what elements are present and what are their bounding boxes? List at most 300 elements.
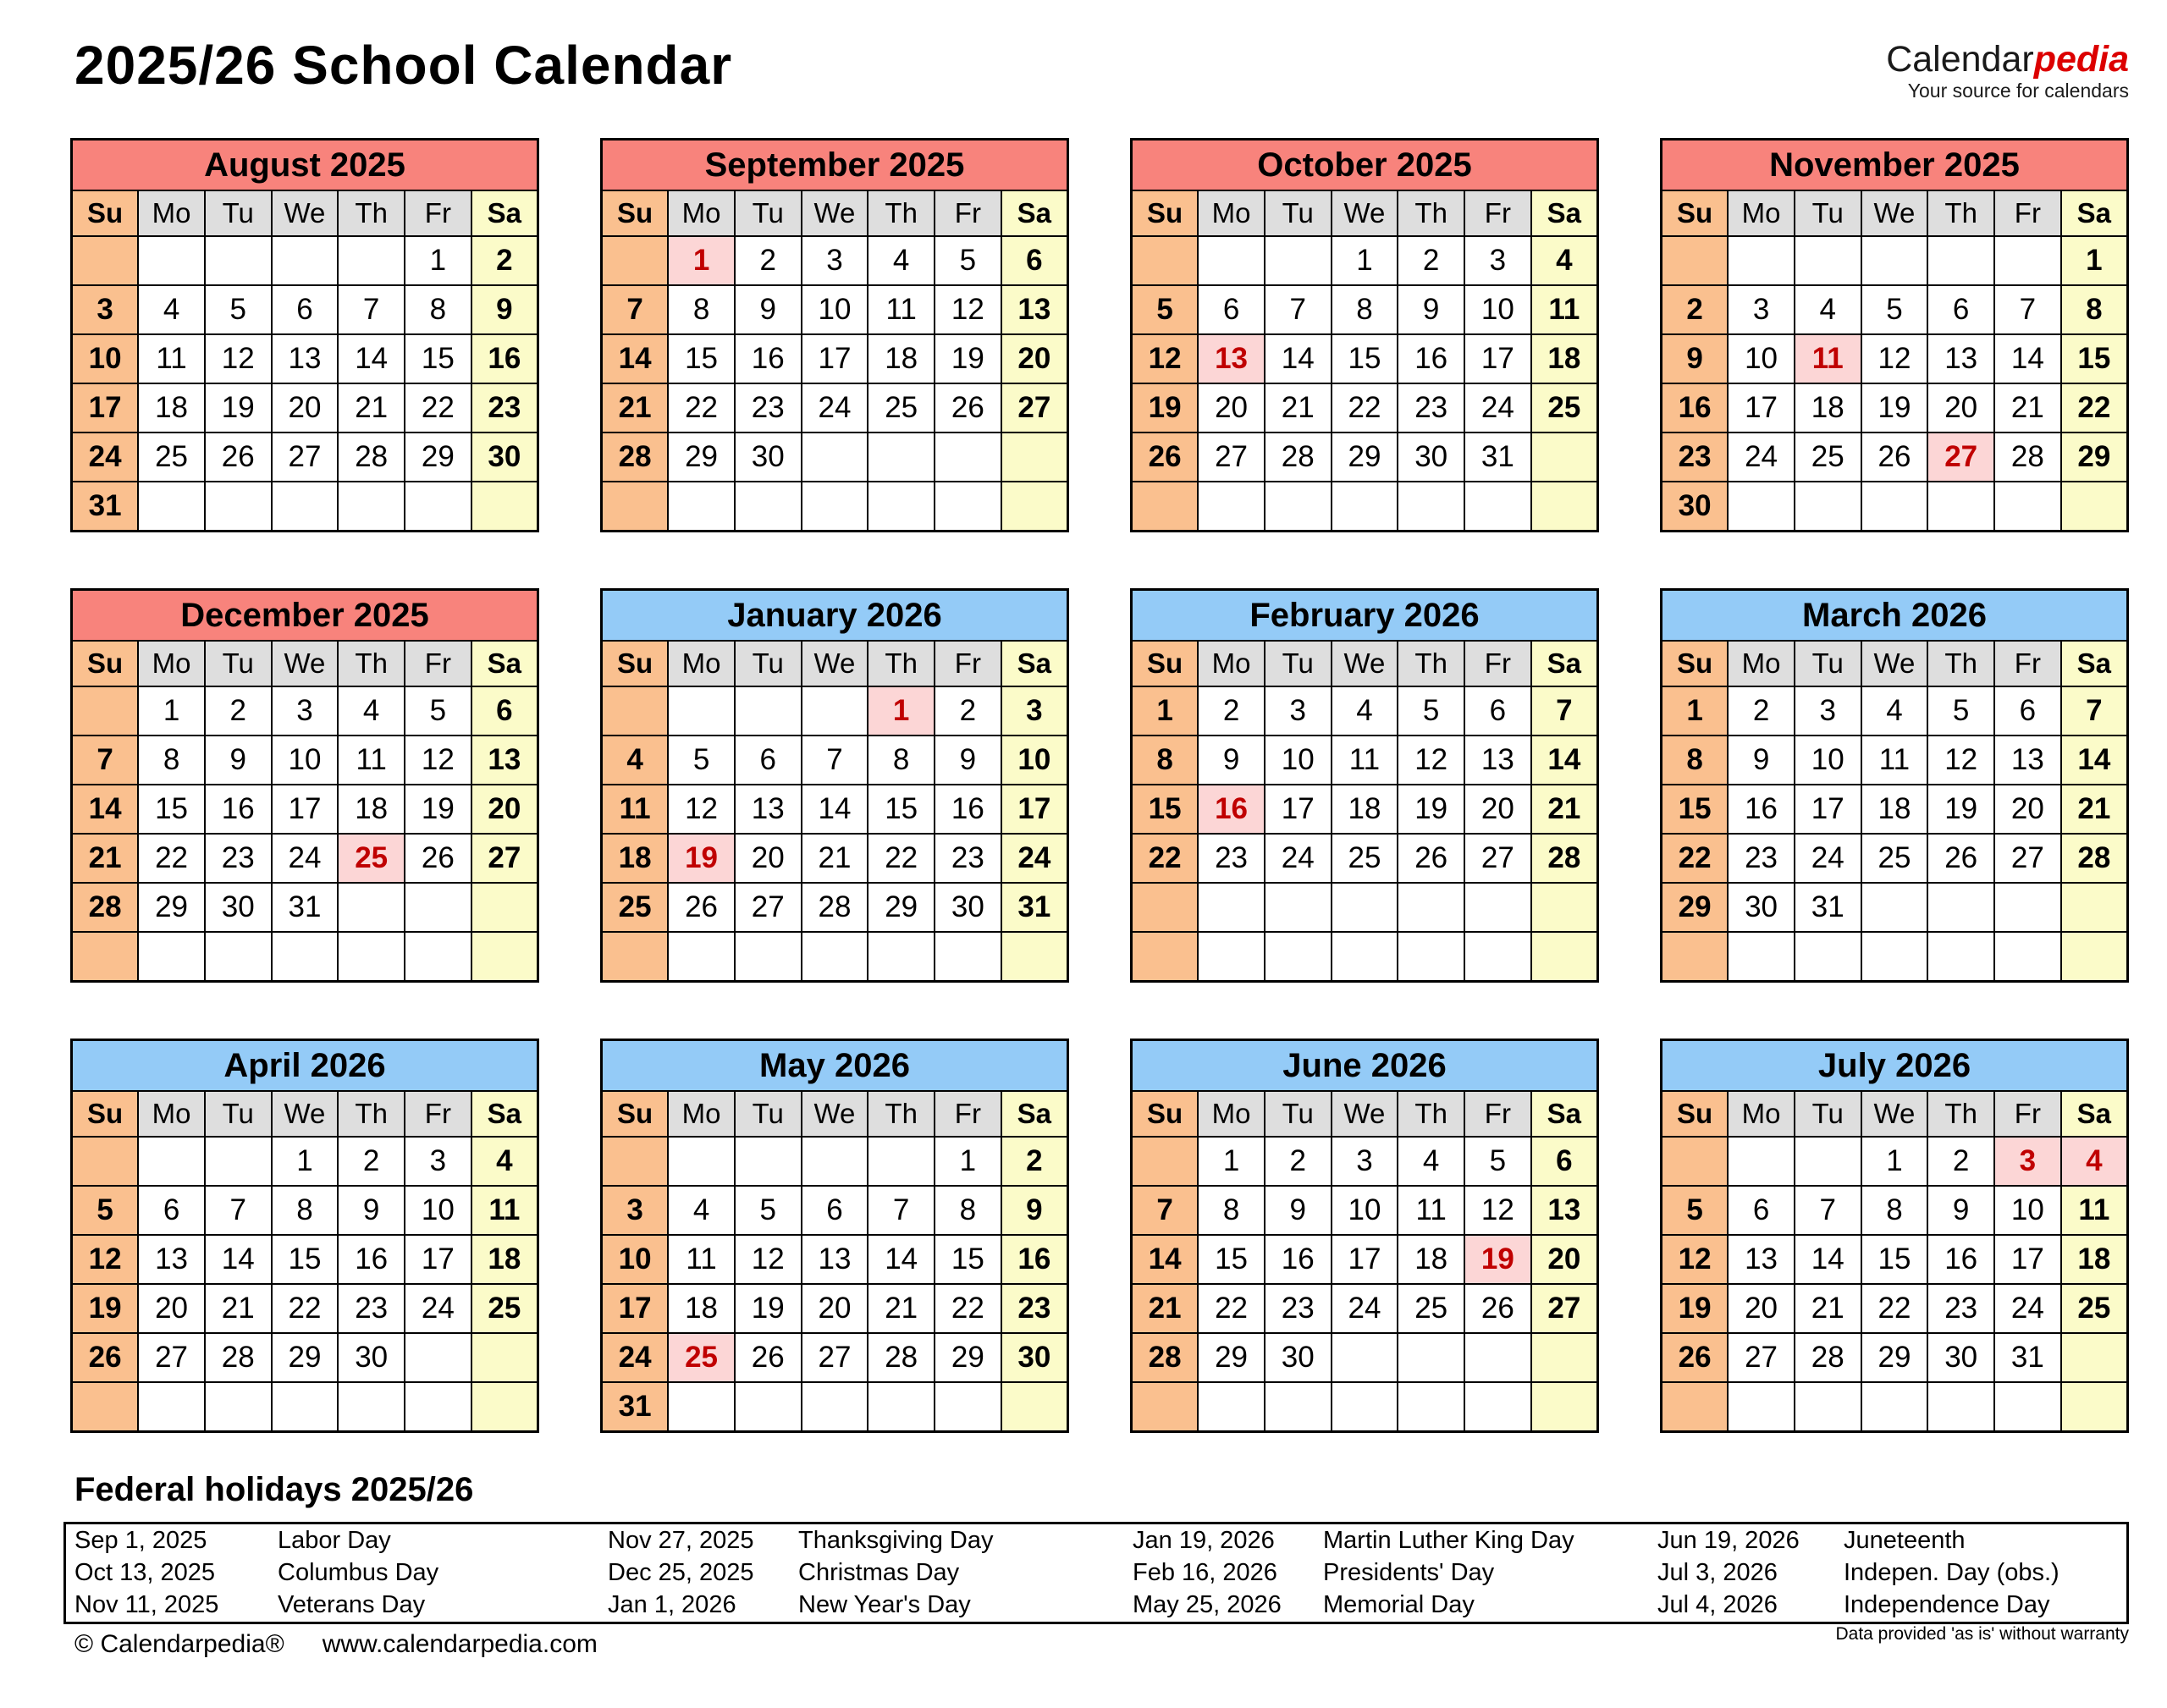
day-cell — [405, 883, 471, 932]
day-cell: 2 — [338, 1137, 405, 1186]
day-cell — [1927, 883, 1994, 932]
day-cell: 23 — [1001, 1284, 1068, 1333]
holiday-day-cell: 1 — [868, 686, 935, 736]
day-cell — [338, 883, 405, 932]
weekday-label-fr: Fr — [935, 1091, 1001, 1137]
day-cell — [1398, 883, 1464, 932]
weekday-label-sa: Sa — [471, 641, 538, 686]
day-cell: 30 — [935, 883, 1001, 932]
day-cell: 17 — [1464, 334, 1531, 383]
day-cell: 22 — [1132, 834, 1199, 883]
day-cell: 2 — [1728, 686, 1795, 736]
month-title: August 2025 — [72, 140, 538, 191]
day-cell: 18 — [1332, 785, 1398, 834]
weekday-label-tu: Tu — [205, 641, 272, 686]
day-cell: 12 — [735, 1235, 802, 1284]
day-cell: 5 — [668, 736, 735, 785]
day-cell: 5 — [735, 1186, 802, 1235]
day-cell: 2 — [1927, 1137, 1994, 1186]
day-cell: 24 — [405, 1284, 471, 1333]
day-cell — [1132, 482, 1199, 532]
holiday-name: Columbus Day — [278, 1558, 439, 1586]
day-cell — [272, 1382, 339, 1432]
day-cell: 15 — [272, 1235, 339, 1284]
holiday-name: Juneteenth — [1844, 1526, 1966, 1554]
day-cell: 30 — [1927, 1333, 1994, 1382]
holiday-name: Independence Day — [1844, 1590, 2050, 1618]
day-cell: 22 — [868, 834, 935, 883]
day-cell: 9 — [471, 285, 538, 334]
day-cell — [802, 482, 868, 532]
day-cell — [1001, 482, 1068, 532]
day-cell — [2061, 883, 2128, 932]
day-cell: 19 — [1132, 383, 1199, 433]
holiday-day-cell: 19 — [668, 834, 735, 883]
day-cell: 6 — [802, 1186, 868, 1235]
day-cell: 10 — [1994, 1186, 2061, 1235]
month-march-2026 — [1660, 588, 2129, 983]
day-cell — [1198, 1382, 1265, 1432]
day-cell: 7 — [2061, 686, 2128, 736]
day-cell: 22 — [1198, 1284, 1265, 1333]
day-cell: 13 — [272, 334, 339, 383]
day-cell: 30 — [338, 1333, 405, 1382]
day-cell — [868, 1382, 935, 1432]
day-cell: 19 — [72, 1284, 139, 1333]
weekday-label-fr: Fr — [1994, 1091, 2061, 1137]
day-cell: 14 — [1132, 1235, 1199, 1284]
day-cell — [138, 932, 205, 982]
day-cell: 14 — [1265, 334, 1332, 383]
day-cell: 27 — [1994, 834, 2061, 883]
day-cell: 26 — [1464, 1284, 1531, 1333]
month-title: October 2025 — [1132, 140, 1598, 191]
day-cell: 29 — [868, 883, 935, 932]
month-september-2025 — [600, 138, 1069, 532]
day-cell: 23 — [935, 834, 1001, 883]
day-cell: 23 — [338, 1284, 405, 1333]
weekday-label-su: Su — [1662, 1091, 1729, 1137]
weekday-label-tu: Tu — [1265, 1091, 1332, 1137]
day-cell — [1728, 236, 1795, 285]
calendarpedia-logo — [1886, 41, 2129, 101]
day-cell — [1265, 482, 1332, 532]
day-cell: 20 — [272, 383, 339, 433]
day-cell: 9 — [1728, 736, 1795, 785]
weekday-label-th: Th — [338, 190, 405, 236]
day-cell: 21 — [1531, 785, 1598, 834]
day-cell: 8 — [1332, 285, 1398, 334]
day-cell: 21 — [802, 834, 868, 883]
day-cell: 2 — [1265, 1137, 1332, 1186]
day-cell: 22 — [935, 1284, 1001, 1333]
day-cell: 25 — [1795, 433, 1861, 482]
weekday-label-fr: Fr — [935, 641, 1001, 686]
day-cell: 2 — [471, 236, 538, 285]
day-cell: 20 — [1198, 383, 1265, 433]
day-cell — [1265, 883, 1332, 932]
day-cell: 2 — [935, 686, 1001, 736]
day-cell: 25 — [868, 383, 935, 433]
day-cell: 8 — [2061, 285, 2128, 334]
day-cell: 21 — [1795, 1284, 1861, 1333]
day-cell: 14 — [72, 785, 139, 834]
day-cell: 15 — [1861, 1235, 1928, 1284]
day-cell: 19 — [935, 334, 1001, 383]
day-cell — [1265, 236, 1332, 285]
day-cell: 5 — [1398, 686, 1464, 736]
day-cell: 16 — [1927, 1235, 1994, 1284]
day-cell: 10 — [1728, 334, 1795, 383]
day-cell — [1198, 482, 1265, 532]
day-cell: 27 — [471, 834, 538, 883]
weekday-label-sa: Sa — [2061, 190, 2128, 236]
weekday-label-we: We — [1332, 190, 1398, 236]
day-cell: 25 — [2061, 1284, 2128, 1333]
federal-holidays-heading: Federal holidays 2025/26 — [74, 1471, 474, 1508]
day-cell: 13 — [735, 785, 802, 834]
day-cell — [602, 932, 669, 982]
page-title: 2025/26 School Calendar — [74, 35, 733, 96]
day-cell: 22 — [1861, 1284, 1928, 1333]
weekday-label-sa: Sa — [1001, 190, 1068, 236]
holiday-date: Nov 11, 2025 — [74, 1590, 219, 1618]
day-cell: 24 — [1001, 834, 1068, 883]
day-cell: 7 — [1994, 285, 2061, 334]
day-cell: 3 — [1728, 285, 1795, 334]
day-cell — [1398, 1333, 1464, 1382]
weekday-label-fr: Fr — [1464, 190, 1531, 236]
day-cell: 12 — [205, 334, 272, 383]
weekday-label-fr: Fr — [405, 1091, 471, 1137]
day-cell: 4 — [338, 686, 405, 736]
day-cell: 27 — [1531, 1284, 1598, 1333]
day-cell — [2061, 1333, 2128, 1382]
day-cell — [138, 482, 205, 532]
day-cell: 4 — [1795, 285, 1861, 334]
day-cell: 5 — [1861, 285, 1928, 334]
day-cell — [1927, 482, 1994, 532]
day-cell: 6 — [1198, 285, 1265, 334]
day-cell: 21 — [1132, 1284, 1199, 1333]
day-cell: 20 — [802, 1284, 868, 1333]
day-cell: 17 — [1795, 785, 1861, 834]
month-august-2025 — [70, 138, 539, 532]
day-cell — [602, 1137, 669, 1186]
day-cell: 16 — [735, 334, 802, 383]
day-cell: 22 — [1332, 383, 1398, 433]
weekday-label-tu: Tu — [1265, 641, 1332, 686]
day-cell — [1332, 883, 1398, 932]
day-cell: 17 — [1001, 785, 1068, 834]
day-cell: 12 — [72, 1235, 139, 1284]
day-cell — [1861, 1382, 1928, 1432]
day-cell: 25 — [1332, 834, 1398, 883]
weekday-label-we: We — [1861, 641, 1928, 686]
day-cell: 24 — [1332, 1284, 1398, 1333]
day-cell: 12 — [1662, 1235, 1729, 1284]
day-cell — [1927, 236, 1994, 285]
weekday-label-su: Su — [1132, 190, 1199, 236]
website-link[interactable]: www.calendarpedia.com — [322, 1630, 598, 1658]
day-cell — [1795, 482, 1861, 532]
day-cell: 26 — [1132, 433, 1199, 482]
day-cell — [1398, 482, 1464, 532]
day-cell: 22 — [272, 1284, 339, 1333]
day-cell: 3 — [405, 1137, 471, 1186]
day-cell — [1531, 932, 1598, 982]
day-cell: 8 — [1662, 736, 1729, 785]
day-cell: 5 — [72, 1186, 139, 1235]
day-cell: 7 — [1132, 1186, 1199, 1235]
day-cell — [2061, 482, 2128, 532]
weekday-label-sa: Sa — [1531, 1091, 1598, 1137]
holiday-date: Sep 1, 2025 — [74, 1526, 207, 1554]
day-cell — [1464, 1382, 1531, 1432]
day-cell: 26 — [205, 433, 272, 482]
day-cell: 9 — [1198, 736, 1265, 785]
weekday-label-sa: Sa — [2061, 641, 2128, 686]
day-cell: 3 — [1332, 1137, 1398, 1186]
day-cell — [1265, 932, 1332, 982]
day-cell: 26 — [72, 1333, 139, 1382]
day-cell — [405, 482, 471, 532]
day-cell: 10 — [1265, 736, 1332, 785]
day-cell: 5 — [1662, 1186, 1729, 1235]
day-cell — [1994, 482, 2061, 532]
weekday-label-sa: Sa — [471, 190, 538, 236]
day-cell — [1531, 433, 1598, 482]
day-cell: 11 — [471, 1186, 538, 1235]
weekday-label-mo: Mo — [1728, 641, 1795, 686]
day-cell: 25 — [1398, 1284, 1464, 1333]
holiday-day-cell: 27 — [1927, 433, 1994, 482]
day-cell: 4 — [1398, 1137, 1464, 1186]
weekday-label-we: We — [802, 641, 868, 686]
day-cell: 6 — [1001, 236, 1068, 285]
weekday-label-mo: Mo — [138, 1091, 205, 1137]
day-cell — [1795, 236, 1861, 285]
day-cell — [1464, 482, 1531, 532]
day-cell: 22 — [668, 383, 735, 433]
day-cell: 13 — [1994, 736, 2061, 785]
day-cell: 16 — [205, 785, 272, 834]
weekday-label-mo: Mo — [138, 190, 205, 236]
day-cell — [868, 482, 935, 532]
day-cell — [1531, 482, 1598, 532]
day-cell: 7 — [1531, 686, 1598, 736]
day-cell — [1132, 883, 1199, 932]
weekday-label-su: Su — [1132, 1091, 1199, 1137]
day-cell — [735, 1382, 802, 1432]
day-cell: 24 — [1265, 834, 1332, 883]
day-cell: 6 — [1728, 1186, 1795, 1235]
month-title: March 2026 — [1662, 590, 2128, 642]
month-title: September 2025 — [602, 140, 1068, 191]
day-cell — [1198, 932, 1265, 982]
day-cell: 19 — [205, 383, 272, 433]
day-cell: 18 — [602, 834, 669, 883]
day-cell — [1464, 932, 1531, 982]
day-cell — [1994, 236, 2061, 285]
day-cell — [471, 1333, 538, 1382]
month-november-2025 — [1660, 138, 2129, 532]
day-cell: 17 — [72, 383, 139, 433]
day-cell: 12 — [405, 736, 471, 785]
day-cell: 5 — [1132, 285, 1199, 334]
day-cell: 6 — [138, 1186, 205, 1235]
day-cell — [1795, 1382, 1861, 1432]
day-cell — [668, 1382, 735, 1432]
day-cell: 10 — [1332, 1186, 1398, 1235]
month-title: July 2026 — [1662, 1040, 2128, 1092]
day-cell — [1398, 1382, 1464, 1432]
day-cell: 22 — [2061, 383, 2128, 433]
day-cell: 28 — [1265, 433, 1332, 482]
logo-wordmark — [1886, 41, 2129, 79]
day-cell: 28 — [205, 1333, 272, 1382]
weekday-label-sa: Sa — [1531, 641, 1598, 686]
weekday-label-su: Su — [1662, 190, 1729, 236]
day-cell: 4 — [868, 236, 935, 285]
weekday-label-we: We — [802, 1091, 868, 1137]
day-cell: 14 — [1795, 1235, 1861, 1284]
holiday-day-cell: 25 — [338, 834, 405, 883]
day-cell: 13 — [471, 736, 538, 785]
day-cell: 30 — [1662, 482, 1729, 532]
day-cell: 14 — [338, 334, 405, 383]
day-cell — [405, 932, 471, 982]
weekday-label-su: Su — [602, 190, 669, 236]
day-cell: 23 — [1728, 834, 1795, 883]
day-cell: 18 — [2061, 1235, 2128, 1284]
day-cell: 13 — [1001, 285, 1068, 334]
weekday-label-we: We — [802, 190, 868, 236]
day-cell: 15 — [1132, 785, 1199, 834]
day-cell: 30 — [735, 433, 802, 482]
day-cell: 16 — [1728, 785, 1795, 834]
day-cell — [72, 1382, 139, 1432]
day-cell: 1 — [405, 236, 471, 285]
weekday-label-mo: Mo — [1198, 190, 1265, 236]
footer-copyright — [74, 1630, 598, 1659]
day-cell — [1132, 1382, 1199, 1432]
day-cell: 8 — [1132, 736, 1199, 785]
weekday-label-mo: Mo — [1198, 1091, 1265, 1137]
day-cell: 21 — [602, 383, 669, 433]
day-cell: 14 — [2061, 736, 2128, 785]
day-cell — [1531, 1382, 1598, 1432]
day-cell: 21 — [1265, 383, 1332, 433]
day-cell: 23 — [471, 383, 538, 433]
holiday-day-cell: 3 — [1994, 1137, 2061, 1186]
day-cell: 13 — [1728, 1235, 1795, 1284]
holiday-date: Jul 4, 2026 — [1657, 1590, 1778, 1618]
day-cell: 11 — [138, 334, 205, 383]
day-cell — [205, 482, 272, 532]
day-cell: 23 — [205, 834, 272, 883]
day-cell: 7 — [338, 285, 405, 334]
day-cell — [1861, 932, 1928, 982]
weekday-label-tu: Tu — [735, 641, 802, 686]
day-cell: 20 — [1531, 1235, 1598, 1284]
day-cell: 25 — [138, 433, 205, 482]
day-cell — [802, 686, 868, 736]
day-cell — [1728, 482, 1795, 532]
day-cell: 15 — [2061, 334, 2128, 383]
day-cell — [72, 686, 139, 736]
day-cell: 10 — [1464, 285, 1531, 334]
day-cell: 26 — [935, 383, 1001, 433]
day-cell — [1001, 932, 1068, 982]
day-cell: 24 — [802, 383, 868, 433]
day-cell — [802, 1382, 868, 1432]
day-cell: 8 — [1861, 1186, 1928, 1235]
day-cell: 9 — [1001, 1186, 1068, 1235]
day-cell: 26 — [1861, 433, 1928, 482]
day-cell: 27 — [1728, 1333, 1795, 1382]
day-cell: 20 — [1001, 334, 1068, 383]
day-cell: 6 — [1994, 686, 2061, 736]
day-cell: 31 — [1795, 883, 1861, 932]
day-cell: 8 — [1198, 1186, 1265, 1235]
day-cell: 19 — [405, 785, 471, 834]
holiday-date: Jan 19, 2026 — [1133, 1526, 1275, 1554]
day-cell: 1 — [1132, 686, 1199, 736]
day-cell: 1 — [1861, 1137, 1928, 1186]
months-grid — [70, 138, 2129, 1433]
day-cell — [602, 236, 669, 285]
day-cell — [1662, 932, 1729, 982]
day-cell — [802, 932, 868, 982]
day-cell — [1332, 1382, 1398, 1432]
holiday-date: Jul 3, 2026 — [1657, 1558, 1778, 1586]
weekday-label-sa: Sa — [1001, 641, 1068, 686]
day-cell — [2061, 932, 2128, 982]
day-cell — [868, 433, 935, 482]
day-cell: 2 — [735, 236, 802, 285]
month-title: January 2026 — [602, 590, 1068, 642]
day-cell: 18 — [138, 383, 205, 433]
day-cell: 28 — [602, 433, 669, 482]
day-cell — [1662, 236, 1729, 285]
day-cell: 10 — [72, 334, 139, 383]
day-cell: 26 — [405, 834, 471, 883]
day-cell: 22 — [138, 834, 205, 883]
month-may-2026 — [600, 1039, 1069, 1433]
month-october-2025 — [1130, 138, 1599, 532]
day-cell: 11 — [1332, 736, 1398, 785]
day-cell: 16 — [1265, 1235, 1332, 1284]
day-cell — [338, 1382, 405, 1432]
day-cell: 18 — [471, 1235, 538, 1284]
holiday-day-cell: 25 — [668, 1333, 735, 1382]
day-cell: 6 — [1531, 1137, 1598, 1186]
day-cell: 13 — [802, 1235, 868, 1284]
day-cell — [668, 686, 735, 736]
day-cell — [272, 932, 339, 982]
day-cell — [1861, 883, 1928, 932]
day-cell: 1 — [1662, 686, 1729, 736]
day-cell: 4 — [138, 285, 205, 334]
day-cell: 3 — [1795, 686, 1861, 736]
day-cell: 9 — [1265, 1186, 1332, 1235]
day-cell: 15 — [405, 334, 471, 383]
month-january-2026 — [600, 588, 1069, 983]
day-cell: 11 — [1861, 736, 1928, 785]
day-cell: 26 — [1398, 834, 1464, 883]
day-cell: 18 — [1795, 383, 1861, 433]
